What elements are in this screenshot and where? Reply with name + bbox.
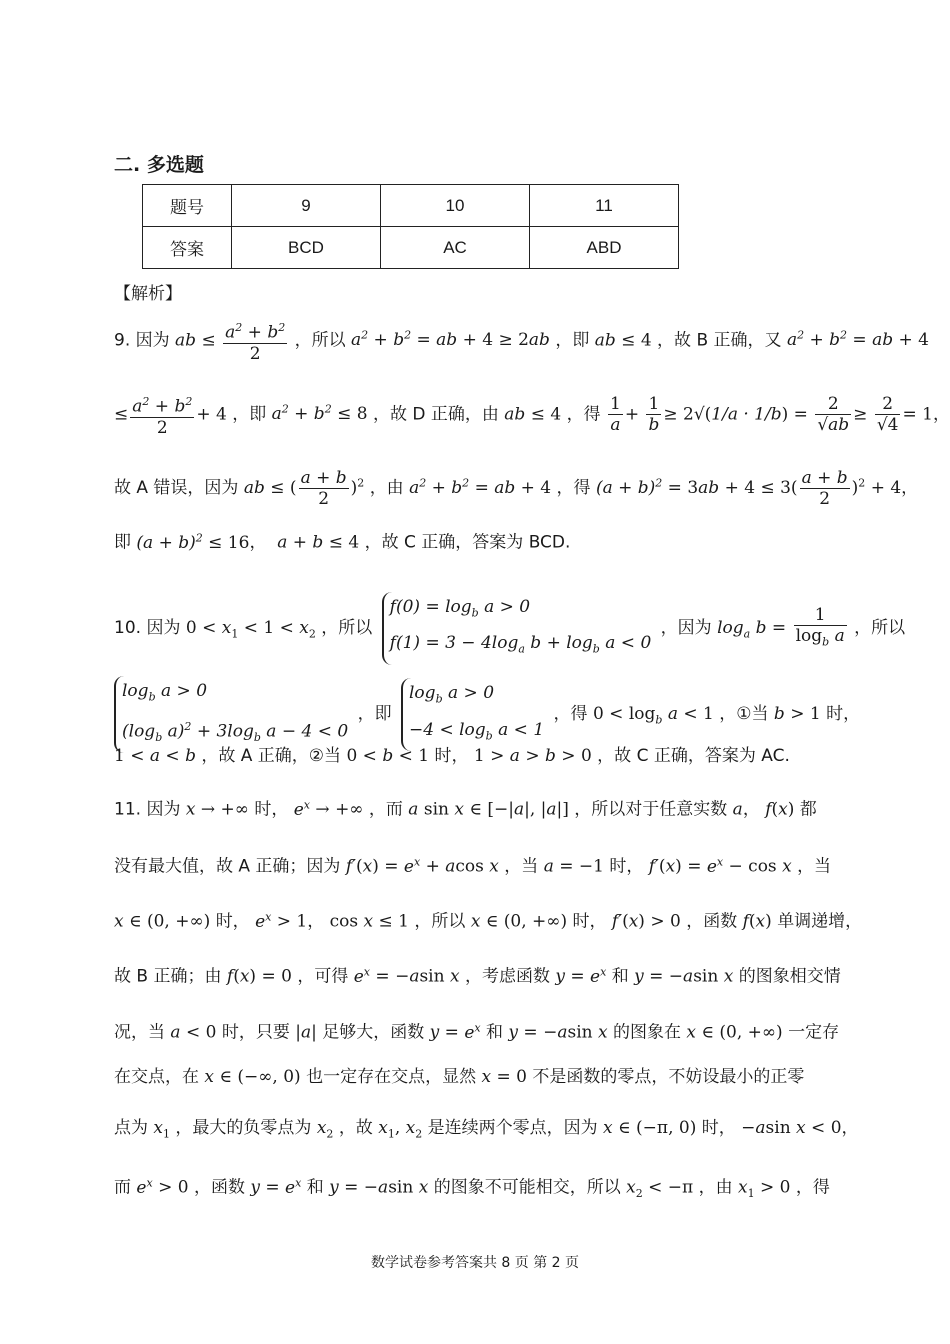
analysis-heading: 【解析】 [114, 284, 182, 304]
table-cell: 10 [381, 185, 530, 227]
text-line: x ∈ (0, +∞) 时， $e^x > 1$， cos x ≤ 1 ，所以 x ∈ (0, +∞) 时， f′(x) > 0 ，函数 f(x) 单调递增， [114, 910, 863, 932]
text-line: 故 B 正确；由 f(x) = 0 ，可得 $e^x = -asin$ x ，考虑函数 $y = e^x$ 和 y = −asin x 的图象相交情 [114, 965, 841, 987]
text-line: 而 $e^x > 0$ ，函数 $y = e^x$ 和 y = −asin x 的图象不可能相交，所以 $x_2 < -\pi$ ，由 $x_1 > 0$ ，得 [114, 1176, 830, 1201]
table-cell: 9 [232, 185, 381, 227]
text-line: 10. 因为 $0 < x_1 < 1 < x_2$ ，所以 $f(0) = \log_b a > 0$ $f(1) = 3 - 4\log_a$ $b + \log_b a < 0$ ，因为 $\log_a b$ = $\frac{1}{\log_b a}$ ，所以 [114, 592, 905, 665]
text-line: 即 $(a + b)^2 \le 16$， a + b ≤ 4 ，故 C 正确，答案为 BCD. [114, 531, 571, 553]
table-cell: 题号 [143, 185, 232, 227]
table-cell: ABD [530, 227, 679, 269]
answer-table [142, 184, 679, 269]
text-line: 况，当 a < 0 时，只要 |a| 足够大，函数 $y = e^x$ 和 y = −asin x 的图象在 x ∈ (0, +∞) 一定存 [114, 1021, 840, 1043]
section-title: 二. 多选题 [114, 154, 204, 176]
text-line: 点为 $x_1$ ，最大的负零点为 $x_2$ ，故 $x_1$, $x_2$ 是连续两个零点，因为 x ∈ (−π, 0) 时， −asin x < 0， [114, 1118, 859, 1141]
table-row [143, 227, 679, 269]
text-line: 在交点，在 x ∈ (−∞, 0) 也一定存在交点，显然 x = 0 不是函数的零点，不妨设最小的正零 [114, 1067, 805, 1087]
table-cell: 11 [530, 185, 679, 227]
table-cell: AC [381, 227, 530, 269]
text-line: 故 A 错误，因为 ab ≤ ( $\frac{a + b}{2}$ )$^2$ ，由 $a^2 + b^2$ = ab + 4 ，得 $(a + b)^2 = 3ab + 4 \le 3$( $\frac{a + b}{2}$ )$^2$ + 4， [114, 468, 919, 509]
table-cell: 答案 [143, 227, 232, 269]
text-line: 9. 因为 ab ≤ $\frac{a^2 + b^2}{2}$ ，所以 $a^2 + b^2$ = ab + 4 ≥ 2ab ，即 ab ≤ 4 ，故 B 正确，又 $a^2 + b^2$ = ab + 4 [114, 318, 929, 364]
page-footer: 数学试卷参考答案共 8 页 第 2 页 [370, 1255, 580, 1271]
text-line: $\log_b a > 0$ ($\log_b$ $a)^2 + 3\log_b$ a − 4 < 0 ，即 $\log_b a > 0$ $-4 < \log_b a < 1$ ，得 $0 < \log_b a < 1$ ，①当 b > 1 时， [114, 676, 860, 753]
text-line: 没有最大值，故 A 正确；因为 $f'(x) = e^x + acos$ x ，当 a = −1 时， $f'(x) = e^x - \cos x$ ，当 [114, 855, 832, 877]
text-line: 1 < a < b ，故 A 正确，②当 0 < b < 1 时， 1 > a > b > 0 ，故 C 正确，答案为 AC. [114, 746, 790, 766]
table-cell: BCD [232, 227, 381, 269]
text-line: 11. 因为 x → +∞ 时， $e^x$ → +∞ ，而 a sin x ∈ [−|a|, |a|] ，所以对于任意实数 a， f(x) 都 [114, 798, 817, 820]
text-line: ≤ $\frac{a^2 + b^2}{2}$ + 4 ，即 $a^2 + b^2 \le 8$ ，故 D 正确，由 ab ≤ 4 ，得 $\frac{1}{a}$ + $\frac{1}{b}$ ≥ 2√(1/a · 1/b) = $\frac{2}{√ab}$ ≥ $\frac{2}{√4}$ = 1， [114, 392, 950, 438]
table-row [143, 185, 679, 227]
